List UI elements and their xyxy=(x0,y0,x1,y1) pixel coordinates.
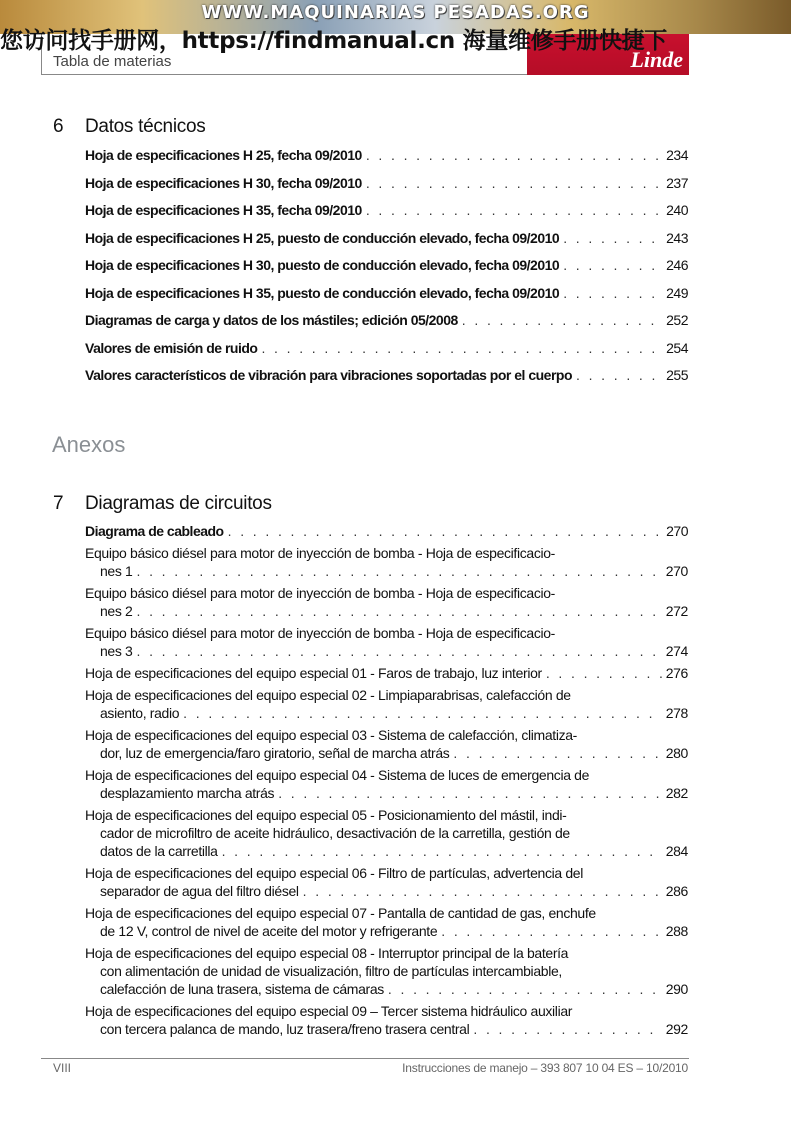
toc-page-number: 288 xyxy=(665,923,688,939)
toc-entry-text: Diagramas de carga y datos de los mástiles; edición 05/2008 xyxy=(85,312,458,328)
footer-divider xyxy=(41,1058,689,1059)
dot-leader xyxy=(462,311,662,329)
toc-page-number: 243 xyxy=(666,229,688,246)
section-number: 6 xyxy=(53,116,64,137)
dot-leader xyxy=(453,744,661,762)
dot-leader xyxy=(563,256,662,274)
toc-entry[interactable] xyxy=(85,864,688,900)
toc-entry-text: Hoja de especificaciones del equipo especial 07 - Pantalla de cantidad de gas, enchufe xyxy=(85,905,596,921)
toc-entry[interactable] xyxy=(85,229,688,247)
toc-entry-text: Hoja de especificaciones del equipo especial 05 - Posicionamiento del mástil, indi- xyxy=(85,807,567,823)
toc-entry[interactable] xyxy=(85,201,688,219)
toc-entry[interactable] xyxy=(85,584,688,620)
toc-entry-text: Equipo básico diésel para motor de inyección de bomba - Hoja de especificacio- xyxy=(85,545,555,561)
toc-entry[interactable] xyxy=(85,766,688,802)
dot-leader xyxy=(137,562,662,580)
toc-entry-text: dor, luz de emergencia/faro giratorio, señal de marcha atrás xyxy=(100,745,450,761)
dot-leader xyxy=(228,522,663,540)
toc-entry-text: con alimentación de unidad de visualización, filtro de partículas intercambiable, xyxy=(100,963,562,979)
toc-page-number: 252 xyxy=(666,312,688,328)
dot-leader xyxy=(441,922,661,940)
toc-entry[interactable] xyxy=(85,174,688,192)
toc-entry[interactable] xyxy=(85,339,688,357)
toc-entry[interactable] xyxy=(85,256,688,274)
toc-page-number: 237 xyxy=(666,174,688,191)
toc-page-number: 234 xyxy=(666,147,688,163)
toc-entry[interactable] xyxy=(85,904,688,940)
toc-entry[interactable] xyxy=(85,624,688,660)
toc-entry-text: Hoja de especificaciones del equipo especial 04 - Sistema de luces de emergencia de xyxy=(85,767,590,783)
section-heading-6 xyxy=(53,116,205,138)
toc-page-number: 246 xyxy=(666,257,688,273)
dot-leader xyxy=(546,664,662,682)
toc-entry[interactable] xyxy=(85,806,688,860)
toc-page-number: 255 xyxy=(666,367,688,383)
dot-leader xyxy=(261,339,662,357)
toc-entry-text: datos de la carretilla xyxy=(100,843,218,859)
toc-entry-text: Hoja de especificaciones H 35, fecha 09/2010 xyxy=(85,202,362,218)
header-title: Tabla de materias xyxy=(53,53,172,70)
toc-entry-text: Hoja de especificaciones H 30, puesto de conducción elevado, fecha 09/2010 xyxy=(85,257,560,273)
toc-entry-text: nes 1 xyxy=(100,563,133,579)
toc-entry-text: Diagrama de cableado xyxy=(85,523,224,539)
dot-leader xyxy=(366,201,662,219)
toc-page-number: 290 xyxy=(665,981,688,997)
toc-entry-text: nes 3 xyxy=(100,643,133,659)
toc-page-number: 270 xyxy=(666,523,688,539)
toc-page-number: 254 xyxy=(666,339,688,356)
toc-page-number: 240 xyxy=(666,202,688,218)
dot-leader xyxy=(563,284,662,302)
toc-entry-text: Valores característicos de vibración para vibraciones soportadas por el cuerpo xyxy=(85,367,572,383)
toc-page-number: 286 xyxy=(665,883,688,899)
toc-entry-text: Hoja de especificaciones H 35, puesto de conducción elevado, fecha 09/2010 xyxy=(85,284,560,301)
annex-title: Anexos xyxy=(52,432,126,457)
toc-entry-text: Valores de emisión de ruido xyxy=(85,339,258,356)
toc-page-number: 292 xyxy=(665,1021,688,1037)
toc-entry-text: desplazamiento marcha atrás xyxy=(100,785,275,801)
toc-entry-text: Hoja de especificaciones del equipo especial 09 – Tercer sistema hidráulico auxiliar xyxy=(85,1003,573,1019)
toc-entry[interactable] xyxy=(85,284,688,302)
toc-entry-text: cador de microfiltro de aceite hidráulico, desactivación de la carretilla, gestión de xyxy=(100,825,570,841)
toc-page-number: 274 xyxy=(665,643,688,659)
toc-entry-text: Equipo básico diésel para motor de inyección de bomba - Hoja de especificacio- xyxy=(85,585,555,601)
toc-entry[interactable] xyxy=(85,522,688,540)
dot-leader xyxy=(303,882,662,900)
banner-site-text: WWW.MAQUINARIAS PESADAS.ORG xyxy=(201,2,590,23)
dot-leader xyxy=(576,366,662,384)
toc-entry-text: Hoja de especificaciones H 25, fecha 09/2010 xyxy=(85,147,362,163)
toc-entry-text: con tercera palanca de mando, luz trasera/freno trasera central xyxy=(100,1021,470,1037)
dot-leader xyxy=(388,980,662,998)
toc-entry-text: asiento, radio xyxy=(100,705,180,721)
section-heading-7 xyxy=(53,493,272,515)
toc-page-number: 249 xyxy=(666,284,688,301)
toc-entry[interactable] xyxy=(85,146,688,164)
toc-entry[interactable] xyxy=(85,366,688,384)
dot-leader xyxy=(137,642,662,660)
toc-entry-text: Equipo básico diésel para motor de inyección de bomba - Hoja de especificacio- xyxy=(85,625,555,641)
toc-page-number: 284 xyxy=(665,843,688,859)
toc-entry-text: Hoja de especificaciones del equipo especial 01 - Faros de trabajo, luz interior xyxy=(85,665,542,681)
toc-page-number: 278 xyxy=(665,705,688,721)
toc-page-number: 272 xyxy=(665,603,688,619)
dot-leader xyxy=(473,1020,661,1038)
footer-page-number: VIII xyxy=(53,1061,72,1075)
dot-leader xyxy=(563,229,662,247)
toc-entry-text: Hoja de especificaciones del equipo especial 08 - Interruptor principal de la batería xyxy=(85,945,569,961)
footer-document-id: Instrucciones de manejo – 393 807 10 04 ES – 10/2010 xyxy=(402,1061,688,1075)
dot-leader xyxy=(222,842,662,860)
logo-text: Linde xyxy=(630,47,683,72)
toc-entry-text: Hoja de especificaciones del equipo especial 03 - Sistema de calefacción, climatiza- xyxy=(85,727,577,743)
dot-leader xyxy=(137,602,662,620)
toc-page-number: 276 xyxy=(665,665,688,681)
toc-entry-text: Hoja de especificaciones H 30, fecha 09/2010 xyxy=(85,174,362,191)
toc-list-diagramas xyxy=(85,522,688,1042)
toc-page-number: 280 xyxy=(665,745,688,761)
toc-entry-text: Hoja de especificaciones H 25, puesto de conducción elevado, fecha 09/2010 xyxy=(85,229,560,246)
dot-leader xyxy=(183,704,662,722)
toc-list-datos-tecnicos xyxy=(85,146,688,394)
toc-entry-text: Hoja de especificaciones del equipo especial 02 - Limpiaparabrisas, calefacción de xyxy=(85,687,571,703)
toc-entry-text: Hoja de especificaciones del equipo especial 06 - Filtro de partículas, advertencia del xyxy=(85,865,583,881)
watermark-overlay-text: 您访问找手册网，https://findmanual.cn 海量维修手册快捷下 xyxy=(0,28,667,54)
toc-entry-text: nes 2 xyxy=(100,603,133,619)
dot-leader xyxy=(366,146,662,164)
dot-leader xyxy=(366,174,662,192)
toc-entry[interactable] xyxy=(85,686,688,722)
toc-entry-text: calefacción de luna trasera, sistema de cámaras xyxy=(100,981,384,997)
toc-entry[interactable] xyxy=(85,1002,688,1038)
toc-entry[interactable] xyxy=(85,311,688,329)
section-title: Datos técnicos xyxy=(85,116,206,137)
toc-entry[interactable] xyxy=(85,726,688,762)
section-number: 7 xyxy=(53,493,64,514)
toc-entry-text: de 12 V, control de nivel de aceite del motor y refrigerante xyxy=(100,923,438,939)
toc-entry[interactable] xyxy=(85,944,688,998)
section-title: Diagramas de circuitos xyxy=(85,493,272,514)
toc-entry-text: separador de agua del filtro diésel xyxy=(100,883,299,899)
toc-entry[interactable] xyxy=(85,664,688,682)
toc-page-number: 282 xyxy=(665,785,688,801)
dot-leader xyxy=(278,784,661,802)
toc-page-number: 270 xyxy=(665,563,688,579)
toc-entry[interactable] xyxy=(85,544,688,580)
